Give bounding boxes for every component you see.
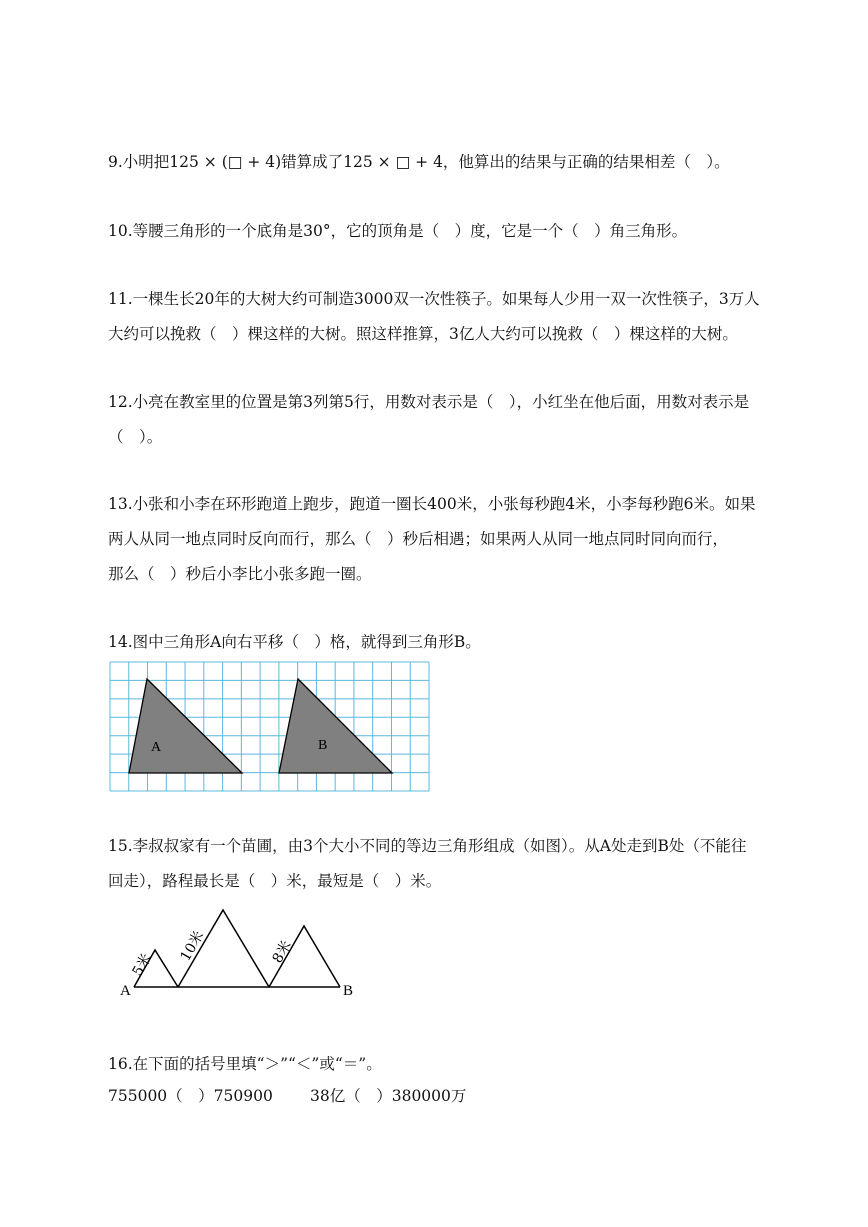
q11-line2: 大约可以挽救（ ）棵这样的大树。照这样推算，3亿人大约可以挽救（ ）棵这样的大树。 (108, 325, 738, 343)
point-b-label: B (343, 983, 354, 999)
q14-text: 14.图中三角形A向右平移（ ）格，就得到三角形B。 (108, 633, 481, 651)
q12-line2: （ ）。 (108, 428, 163, 446)
point-a-label: A (120, 983, 131, 999)
side-small-label: 5米 (129, 951, 155, 979)
q9-text: 9.小明把125 × (□ + 4)错算成了125 × □ + 4，他算出的结果与正确的结果相差（ ）。 (108, 153, 730, 171)
side-large-label: 10米 (177, 928, 208, 964)
q13-line2: 两人从同一地点同时反向而行，那么（ ）秒后相遇；如果两人从同一地点同时同向而行， (108, 530, 729, 548)
nursery-triangles-figure (110, 900, 370, 1005)
q16-item1: 755000（ ）750900 (108, 1087, 273, 1105)
q13-line3: 那么（ ）秒后小李比小张多跑一圈。 (108, 565, 372, 583)
triangle-a-label: A (151, 740, 162, 755)
q10-text: 10.等腰三角形的一个底角是30°，它的顶角是（ ）度，它是一个（ ）角三角形。 (108, 222, 688, 240)
triangle-b-label: B (318, 738, 328, 753)
q15-line2: 回走），路程最长是（ ）米，最短是（ ）米。 (108, 872, 442, 890)
translation-grid-figure (108, 660, 432, 794)
side-medium-label: 8米 (269, 938, 295, 966)
q15-line1: 15.李叔叔家有一个苗圃，由3个大小不同的等边三角形组成（如图）。从A处走到B处（不能往 (108, 837, 747, 855)
q11-line1: 11.一棵生长20年的大树大约可制造3000双一次性筷子。如果每人少用一双一次性筷子，3万人 (108, 290, 760, 308)
q16-text: 16.在下面的括号里填“＞”“＜”或“＝”。 (108, 1055, 382, 1073)
q12-line1: 12.小亮在教室里的位置是第3列第5行，用数对表示是（ ），小红坐在他后面，用数对表示是 (108, 393, 750, 411)
q13-line1: 13.小张和小李在环形跑道上跑步，跑道一圈长400米，小张每秒跑4米，小李每秒跑6米。如果 (108, 495, 756, 513)
q16-item2: 38亿（ ）380000万 (310, 1087, 467, 1105)
